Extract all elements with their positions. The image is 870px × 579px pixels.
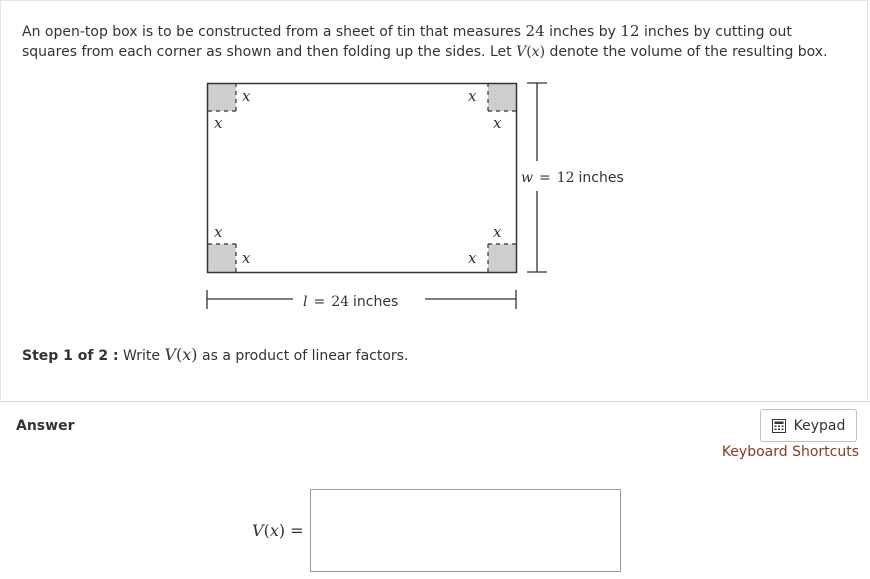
keypad-button[interactable] [760, 409, 857, 442]
sheet-width-value: 12 [620, 22, 640, 40]
length-label: l = 24 inches [303, 294, 399, 310]
corner-dashed-lines [208, 83, 516, 272]
step-text-post: as a product of linear factors. [197, 348, 409, 364]
step-text-pre: Write [123, 348, 165, 364]
function-variable: x [531, 44, 540, 60]
sheet-length-value: 24 [525, 22, 545, 40]
keypad-icon [772, 419, 786, 433]
label-x-bottom-right-v: x [493, 223, 502, 241]
answer-lhs: V(x) = [252, 520, 304, 540]
corner-square-bottom-right [488, 244, 516, 272]
label-x-top-left-h: x [242, 87, 251, 105]
label-x-top-left-v: x [214, 114, 223, 132]
section-divider [0, 401, 870, 402]
step-label: Step 1 of 2 : [22, 348, 119, 364]
problem-statement: An open-top box is to be constructed from a sheet of tin that measures 24 inches by 12 inches by cutting out squares from each corner as shown and then folding up the sides. Let V(x) denote the volume of the resulting box. [22, 22, 828, 60]
keypad-label: Keypad [793, 417, 846, 434]
corner-square-top-left [208, 83, 236, 111]
problem-text-3: inches by cutting out squares from each corner as shown and then folding up the sides. Let [22, 24, 792, 60]
corner-square-top-right [488, 83, 516, 111]
corner-square-bottom-left [208, 244, 236, 272]
answer-input[interactable] [310, 489, 621, 572]
label-x-top-right-v: x [493, 114, 502, 132]
problem-text-2: inches by [544, 24, 621, 40]
answer-label: Answer [16, 418, 75, 434]
label-x-top-right-h: x [468, 87, 477, 105]
function-name: V [516, 44, 527, 60]
tin-sheet-outline [208, 84, 517, 273]
label-x-bottom-left-h: x [242, 249, 251, 267]
problem-text-4: denote the volume of the resulting box. [545, 44, 828, 60]
step-instruction: Step 1 of 2 : Write V(x) as a product of linear factors. [22, 345, 409, 364]
problem-text-1: An open-top box is to be constructed from a sheet of tin that measures [22, 24, 526, 40]
label-x-bottom-right-h: x [468, 249, 477, 267]
answer-equation [252, 489, 314, 571]
label-x-bottom-left-v: x [214, 223, 223, 241]
width-label: w = 12 inches [521, 170, 624, 186]
keyboard-shortcuts-link[interactable]: Keyboard Shortcuts [721, 444, 859, 460]
box-diagram [1, 1, 870, 321]
